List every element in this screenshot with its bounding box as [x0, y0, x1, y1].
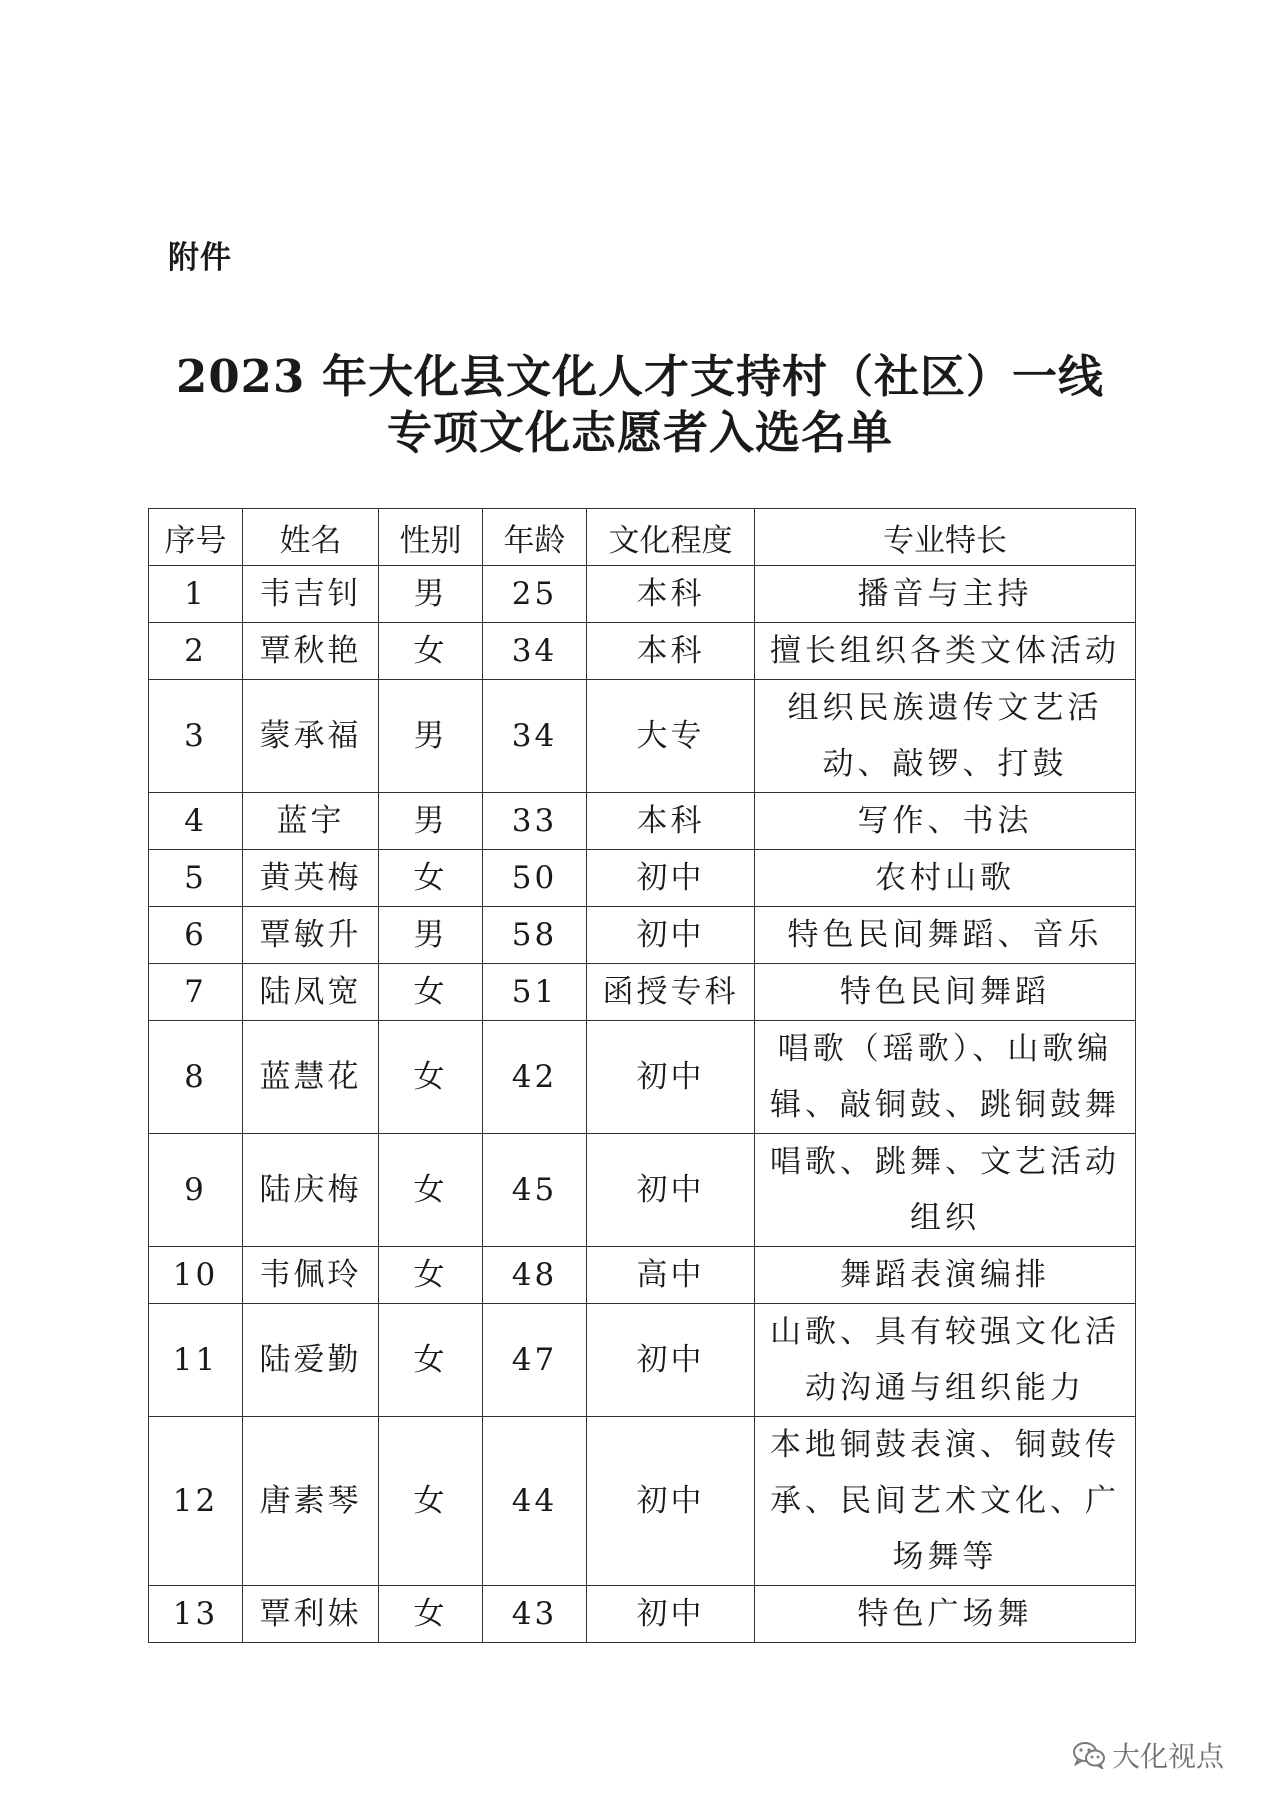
cell-specialty: 播音与主持	[755, 566, 1136, 623]
cell-no: 4	[149, 793, 243, 850]
table-row	[149, 1134, 1136, 1247]
cell-name: 唐素琴	[243, 1417, 379, 1586]
cell-age: 51	[483, 964, 587, 1021]
cell-name: 蓝宇	[243, 793, 379, 850]
cell-age: 43	[483, 1586, 587, 1643]
header-specialty: 专业特长	[755, 509, 1136, 566]
cell-no: 8	[149, 1021, 243, 1134]
attachment-label: 附件	[168, 240, 232, 276]
table-row	[149, 850, 1136, 907]
cell-age: 58	[483, 907, 587, 964]
cell-age: 34	[483, 680, 587, 793]
cell-age: 45	[483, 1134, 587, 1247]
table-row	[149, 907, 1136, 964]
cell-specialty: 特色广场舞	[755, 1586, 1136, 1643]
cell-gender: 女	[379, 1247, 483, 1304]
cell-age: 44	[483, 1417, 587, 1586]
cell-name: 韦佩玲	[243, 1247, 379, 1304]
cell-name: 覃敏升	[243, 907, 379, 964]
cell-name: 覃利妹	[243, 1586, 379, 1643]
table-row	[149, 1417, 1136, 1586]
watermark	[1072, 1735, 1224, 1775]
cell-no: 13	[149, 1586, 243, 1643]
cell-specialty: 唱歌、跳舞、文艺活动组织	[755, 1134, 1136, 1247]
cell-no: 9	[149, 1134, 243, 1247]
cell-education: 函授专科	[587, 964, 755, 1021]
header-gender: 性别	[379, 509, 483, 566]
table-row	[149, 623, 1136, 680]
watermark-text: 大化视点	[1112, 1740, 1225, 1773]
header-name: 姓名	[243, 509, 379, 566]
cell-gender: 女	[379, 964, 483, 1021]
cell-age: 42	[483, 1021, 587, 1134]
cell-age: 48	[483, 1247, 587, 1304]
cell-age: 34	[483, 623, 587, 680]
cell-education: 初中	[587, 1021, 755, 1134]
cell-education: 本科	[587, 623, 755, 680]
cell-specialty: 组织民族遗传文艺活动、敲锣、打鼓	[755, 680, 1136, 793]
cell-name: 陆凤宽	[243, 964, 379, 1021]
cell-name: 黄英梅	[243, 850, 379, 907]
cell-no: 6	[149, 907, 243, 964]
cell-no: 7	[149, 964, 243, 1021]
header-no: 序号	[149, 509, 243, 566]
cell-gender: 女	[379, 1021, 483, 1134]
cell-education: 高中	[587, 1247, 755, 1304]
cell-specialty: 本地铜鼓表演、铜鼓传承、民间艺术文化、广场舞等	[755, 1417, 1136, 1586]
cell-specialty: 写作、书法	[755, 793, 1136, 850]
cell-name: 陆庆梅	[243, 1134, 379, 1247]
table-row	[149, 1247, 1136, 1304]
document-title-line-1: 2023 年大化县文化人才支持村（社区）一线	[176, 350, 1104, 403]
cell-no: 5	[149, 850, 243, 907]
cell-education: 初中	[587, 907, 755, 964]
cell-gender: 女	[379, 1134, 483, 1247]
header-education: 文化程度	[587, 509, 755, 566]
cell-name: 韦吉钊	[243, 566, 379, 623]
cell-gender: 女	[379, 850, 483, 907]
cell-no: 10	[149, 1247, 243, 1304]
cell-gender: 女	[379, 1417, 483, 1586]
cell-no: 3	[149, 680, 243, 793]
cell-specialty: 唱歌（瑶歌）、山歌编辑、敲铜鼓、跳铜鼓舞	[755, 1021, 1136, 1134]
cell-age: 47	[483, 1304, 587, 1417]
cell-gender: 男	[379, 680, 483, 793]
cell-education: 初中	[587, 1417, 755, 1586]
cell-no: 1	[149, 566, 243, 623]
cell-specialty: 山歌、具有较强文化活动沟通与组织能力	[755, 1304, 1136, 1417]
table-header-row	[149, 509, 1136, 566]
cell-education: 初中	[587, 1304, 755, 1417]
cell-education: 初中	[587, 1134, 755, 1247]
header-age: 年龄	[483, 509, 587, 566]
table-row	[149, 1304, 1136, 1417]
cell-name: 蓝慧花	[243, 1021, 379, 1134]
cell-education: 初中	[587, 850, 755, 907]
table-row	[149, 566, 1136, 623]
wechat-icon	[1072, 1741, 1106, 1769]
cell-specialty: 舞蹈表演编排	[755, 1247, 1136, 1304]
cell-gender: 女	[379, 1304, 483, 1417]
cell-education: 初中	[587, 1586, 755, 1643]
cell-name: 陆爱勤	[243, 1304, 379, 1417]
cell-name: 蒙承福	[243, 680, 379, 793]
cell-gender: 男	[379, 907, 483, 964]
table-row	[149, 964, 1136, 1021]
cell-education: 本科	[587, 566, 755, 623]
cell-specialty: 农村山歌	[755, 850, 1136, 907]
cell-specialty: 擅长组织各类文体活动	[755, 623, 1136, 680]
cell-specialty: 特色民间舞蹈	[755, 964, 1136, 1021]
cell-gender: 男	[379, 793, 483, 850]
cell-gender: 女	[379, 1586, 483, 1643]
cell-gender: 女	[379, 623, 483, 680]
cell-no: 2	[149, 623, 243, 680]
cell-age: 50	[483, 850, 587, 907]
table-row	[149, 680, 1136, 793]
cell-name: 覃秋艳	[243, 623, 379, 680]
cell-age: 33	[483, 793, 587, 850]
table-row	[149, 793, 1136, 850]
cell-age: 25	[483, 566, 587, 623]
cell-gender: 男	[379, 566, 483, 623]
cell-no: 11	[149, 1304, 243, 1417]
table-row	[149, 1586, 1136, 1643]
table-row	[149, 1021, 1136, 1134]
cell-education: 本科	[587, 793, 755, 850]
document-title-line-2: 专项文化志愿者入选名单	[386, 406, 893, 459]
cell-specialty: 特色民间舞蹈、音乐	[755, 907, 1136, 964]
cell-no: 12	[149, 1417, 243, 1586]
volunteer-roster-table	[148, 508, 1136, 1643]
cell-education: 大专	[587, 680, 755, 793]
